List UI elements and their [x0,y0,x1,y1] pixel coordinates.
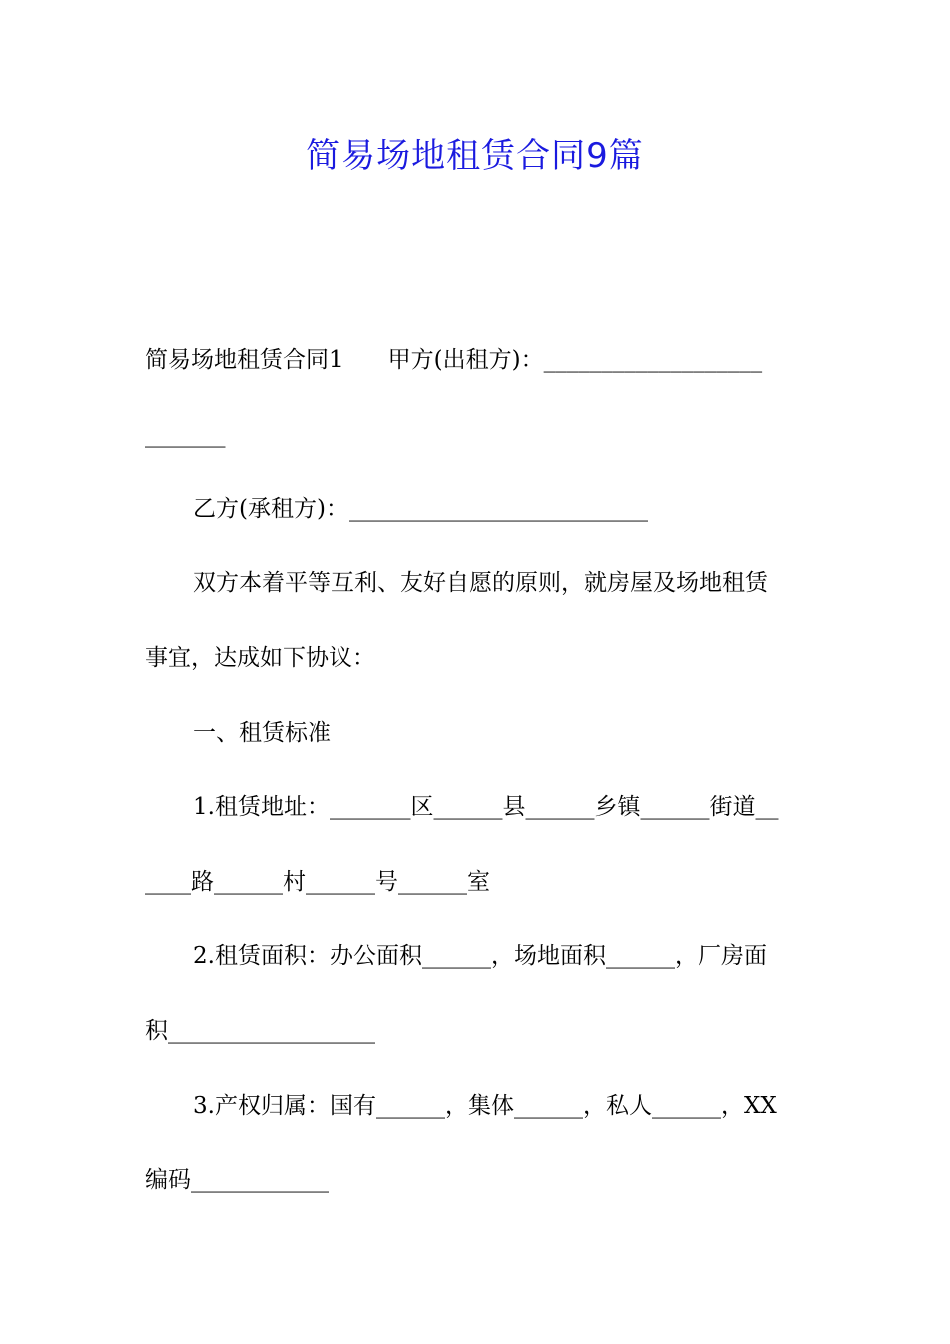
party-a-field: 甲方(出租方)：___________________ [387,347,763,373]
party-b-field: 乙方(承租方)：__________________________ [193,496,648,522]
paragraph-line-1 [145,345,810,375]
paragraph-line-12: 编码____________ [145,1167,329,1193]
paragraph-line-4: 双方本着平等互利、友好自愿的原则，就房屋及场地租赁 [193,570,768,596]
paragraph-line-9: 2.租赁面积：办公面积______，场地面积______，厂房面 [193,943,767,969]
paragraph-line-10: 积__________________ [145,1018,375,1044]
paragraph-line-8: ____路______村______号______室 [145,869,490,895]
paragraph-line-2: _______ [145,422,226,448]
paragraph-line-5: 事宜，达成如下协议： [145,645,375,671]
paragraph-line-7: 1.租赁地址：_______区______县______乡镇______街道__ [193,794,779,820]
contract-heading: 简易场地租赁合同1 [145,347,344,373]
section-heading-1: 一、租赁标准 [193,720,331,746]
paragraph-line-11: 3.产权归属：国有______，集体______，私人______，XX [193,1093,777,1119]
document-title: 简易场地租赁合同9篇 [306,136,644,176]
